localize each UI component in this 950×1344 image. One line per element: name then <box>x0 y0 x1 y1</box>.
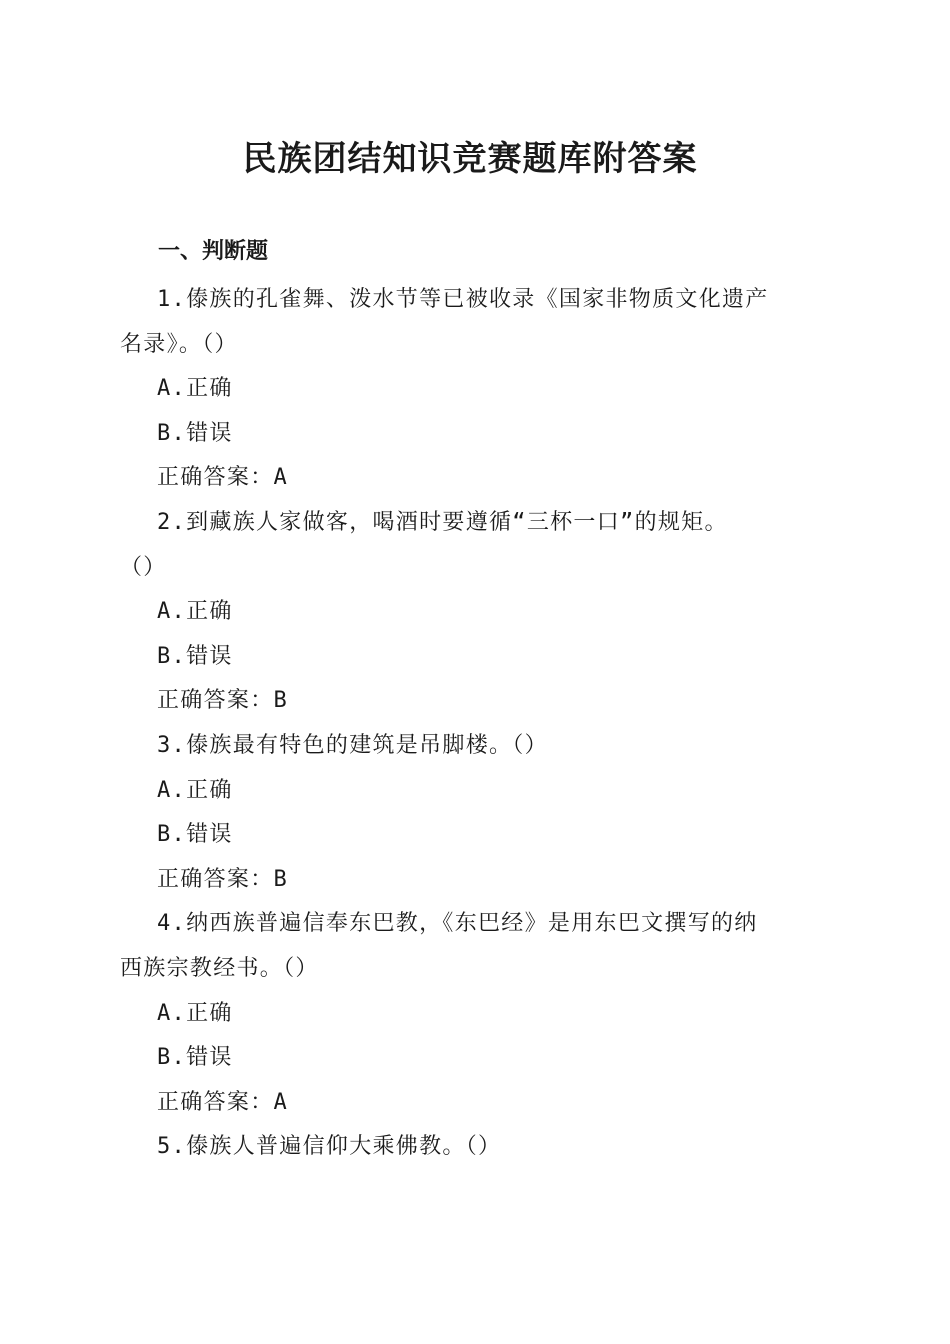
question-1-text: 1.傣族的孔雀舞、泼水节等已被收录《国家非物质文化遗产 <box>157 287 769 312</box>
question-3-option-b: B.错误 <box>157 822 233 848</box>
question-2-text: 2.到藏族人家做客，喝酒时要遵循“三杯一口”的规矩。 <box>157 509 728 535</box>
question-4-option-b: B.错误 <box>157 1045 233 1071</box>
question-3-text: 3.傣族最有特色的建筑是吊脚楼。（） <box>157 732 548 758</box>
question-2-option-b: B.错误 <box>157 643 233 669</box>
question-4-answer: 正确答案：A <box>157 1089 289 1115</box>
page-title: 民族团结知识竞赛题库附答案 <box>242 139 698 179</box>
section-heading: 一、判断题 <box>158 239 269 264</box>
question-3-option-a: A.正确 <box>157 777 233 803</box>
question-1-text-cont: 名录》。（） <box>120 331 238 357</box>
question-1-answer: 正确答案：A <box>157 465 289 491</box>
question-4-text-cont: 西族宗教经书。（） <box>120 955 319 981</box>
question-4-option-a: A.正确 <box>157 1000 233 1026</box>
question-2-option-a: A.正确 <box>157 599 233 625</box>
question-list <box>120 278 825 1170</box>
question-2-answer: 正确答案：B <box>157 688 289 714</box>
question-4-text: 4.纳西族普遍信奉东巴教，《东巴经》是用东巴文撰写的纳 <box>157 911 758 937</box>
question-1-option-b: B.错误 <box>157 420 233 446</box>
question-2-text-cont: （） <box>120 554 167 580</box>
question-5-text: 5.傣族人普遍信仰大乘佛教。（） <box>157 1134 502 1160</box>
question-1-option-a: A.正确 <box>157 376 233 402</box>
question-3-answer: 正确答案：B <box>157 866 289 892</box>
